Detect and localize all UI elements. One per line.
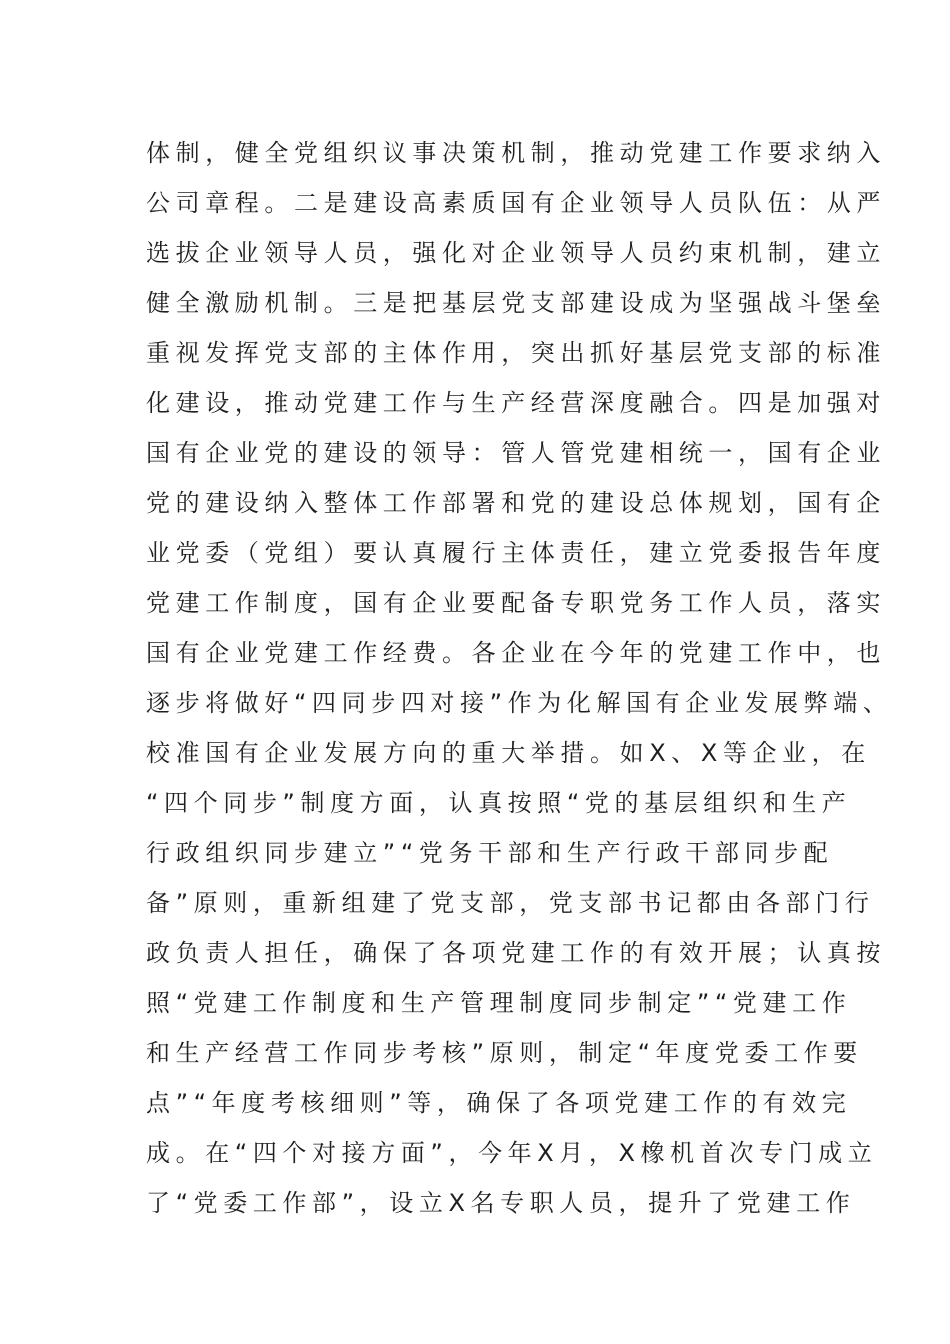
text-line: 健全激励机制。三是把基层党支部建设成为坚强战斗堡垒 [146, 289, 886, 317]
text-line: 体制，健全党组织议事决策机制，推动党建工作要求纳入 [146, 139, 886, 167]
text-line: 政负责人担任，确保了各项党建工作的有效开展；认真按 [146, 939, 886, 967]
text-line: “四个同步”制度方面，认真按照“党的基层组织和生产 [146, 789, 852, 817]
text-line: 业党委（党组）要认真履行主体责任，建立党委报告年度 [146, 539, 886, 567]
text-line: 校准国有企业发展方向的重大举措。如X、X等企业，在 [146, 739, 871, 767]
text-line: 化建设，推动党建工作与生产经营深度融合。四是加强对 [146, 389, 886, 417]
text-line: 成。在“四个对接方面”，今年X月，X橡机首次专门成立 [146, 1139, 878, 1167]
text-line: 逐步将做好“四同步四对接”作为化解国有企业发展弊端、 [146, 689, 893, 717]
text-line: 了“党委工作部”，设立X名专职人员，提升了党建工作 [146, 1189, 856, 1217]
text-line: 重视发挥党支部的主体作用，突出抓好基层党支部的标准 [146, 339, 886, 367]
text-line: 国有企业党的建设的领导：管人管党建相统一，国有企业 [146, 439, 886, 467]
text-line: 照“党建工作制度和生产管理制度同步制定”“党建工作 [146, 989, 852, 1017]
text-line: 党的建设纳入整体工作部署和党的建设总体规划，国有企 [146, 489, 886, 517]
text-line: 国有企业党建工作经费。各企业在今年的党建工作中，也 [146, 639, 886, 667]
body-text [146, 128, 893, 1228]
text-line: 公司章程。二是建设高素质国有企业领导人员队伍：从严 [146, 189, 886, 217]
text-line: 选拔企业领导人员，强化对企业领导人员约束机制，建立 [146, 239, 886, 267]
text-line: 行政组织同步建立”“党务干部和生产行政干部同步配 [146, 839, 834, 867]
text-line: 备”原则，重新组建了党支部，党支部书记都由各部门行 [146, 889, 875, 917]
text-line: 和生产经营工作同步考核”原则，制定“年度党委工作要 [146, 1039, 863, 1067]
text-line: 党建工作制度，国有企业要配备专职党务工作人员，落实 [146, 589, 886, 617]
text-line: 点”“年度考核细则”等，确保了各项党建工作的有效完 [146, 1089, 852, 1117]
